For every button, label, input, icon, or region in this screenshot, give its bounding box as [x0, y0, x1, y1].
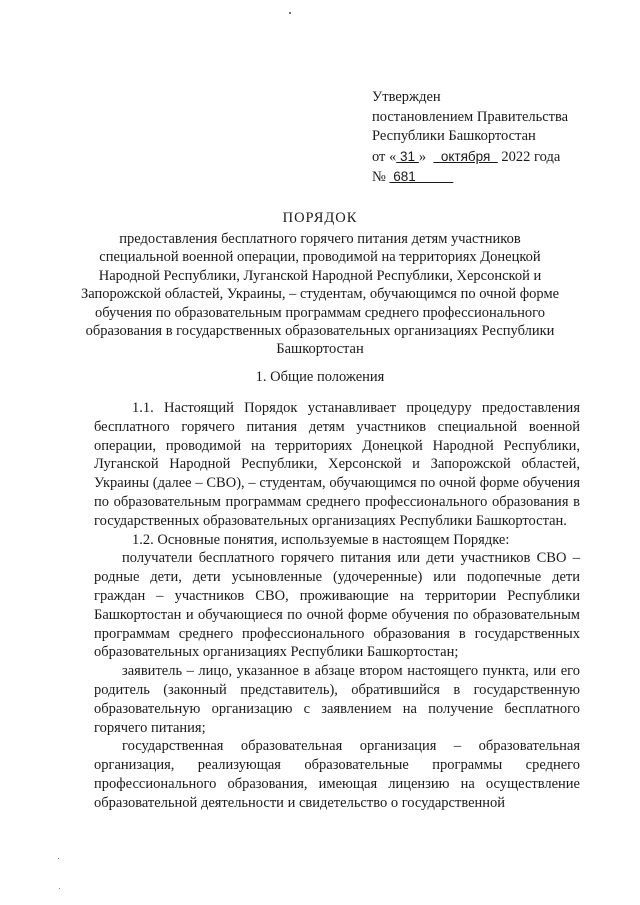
- approval-number: [372, 167, 602, 188]
- number-value: 681: [389, 169, 454, 184]
- date-day: 31: [396, 148, 419, 164]
- number-prefix: №: [372, 169, 390, 185]
- section-heading: 1. Общие положения: [255, 369, 385, 385]
- document-subtitle: предоставления бесплатного горячего питания детям участников специальной военной операции, проводимой на территориях Донецкой Народной Республики, Луганской Народной Республики, Херсонской и Запорожской областей, Украины, – студентам, обучающимся по очной форме обучения по образовательным программам среднего профессионального образования в государственных образовательных организациях Республики Башкортостан: [80, 231, 560, 358]
- approval-date: [372, 147, 602, 168]
- scan-dot: [289, 12, 291, 14]
- paragraph-1-1: 1.1. Настоящий Порядок устанавливает процедуру предоставления бесплатного горячего питания детям участников специальной военной операции, проводимой на территориях Донецкой Народной Республики, Луганской Народной Республики, Херсонской и Запорожской областей, Украины (далее – СВО), – студентам, обучающимся по очной форме обучения по образовательным программам среднего профессионального образования в государственных образовательных организациях Республики Башкортостан.: [94, 400, 580, 529]
- approval-line-3: Республики Башкортостан: [372, 128, 536, 144]
- paragraph-1-2: 1.2. Основные понятия, используемые в настоящем Порядке:: [132, 531, 510, 548]
- paragraph-definition-organization: государственная образовательная организация – образовательная организация, реализующая образовательные программы среднего профессионального образования, имеющая лицензию на осуществление образовательной деятельности и свидетельство о государственной: [94, 738, 580, 811]
- paragraph-definition-recipients: получатели бесплатного горячего питания или дети участников СВО – родные дети, дети усыновленные (удочеренные) или подопечные дети граждан – участников СВО, проживающие на территории Республики Башкортостан и обучающиеся по очной форме обучения по образовательным программам среднего профессионального образования в государственных образовательных организациях Республики Башкортостан;: [94, 550, 580, 661]
- approval-stamp: [372, 88, 602, 188]
- scan-speck: [59, 888, 60, 889]
- date-prefix: от «: [372, 148, 397, 165]
- approval-line-2: постановлением Правительства: [372, 108, 569, 125]
- document-body: [94, 399, 580, 813]
- date-mid: »: [418, 148, 434, 165]
- date-suffix: 2022 года: [497, 148, 561, 165]
- paragraph-definition-applicant: заявитель – лицо, указанное в абзаце втором настоящего пункта, или его родитель (законный представитель), обратившийся в государственную образовательную организацию с заявлением на получение бесплатного горячего питания;: [94, 663, 580, 736]
- document-title: ПОРЯДОК: [282, 210, 358, 226]
- approval-line-1: Утвержден: [372, 89, 441, 105]
- scan-speck: [58, 858, 59, 859]
- date-month: октября: [433, 148, 498, 164]
